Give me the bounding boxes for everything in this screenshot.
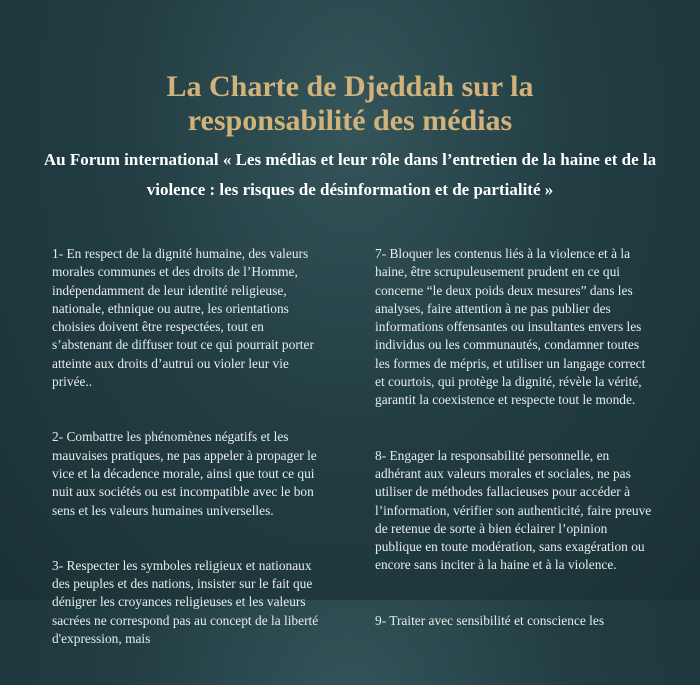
charter-item-2: 2- Combattre les phénomènes négatifs et les mauvaises pratiques, ne pas appeler à propager le vice et la décadence morale, ainsi que tout ce qui nuit aux sociétés ou est incompatible avec le bon sens et les valeurs humaines universelles. xyxy=(52,429,317,518)
title-line-2: responsabilité des médias xyxy=(187,104,513,137)
charter-item-3: 3- Respecter les symboles religieux et nationaux des peuples et des nations, insister sur le fait que dénigrer les croyances religieuses et les valeurs sacrées ne correspond pas au concept de la liberté d'expression, mais xyxy=(52,557,319,647)
page-title xyxy=(0,70,700,138)
charter-item-9: 9- Traiter avec sensibilité et conscience les xyxy=(375,612,605,628)
page-subtitle: Au Forum international « Les médias et leur rôle dans l’entretien de la haine et de la violence : les risques de désinformation et de partialité » xyxy=(43,150,657,199)
charter-item-1: 1- En respect de la dignité humaine, des valeurs morales communes et des droits de l’Homme, indépendamment de leur identité religieuse, nationale, ethnique ou autre, les orientations choisies doivent être respectées, tout en s’abstenant de diffuser tout ce qui pourrait porter atteinte aux droits d’autrui ou violer leur vie privée.. xyxy=(52,246,314,390)
left-column xyxy=(52,245,327,685)
title-line-1: La Charte de Djeddah sur la xyxy=(166,70,534,103)
charter-item-7: 7- Bloquer les contenus liés à la violence et à la haine, être scrupuleusement prudent en ce qui concerne “le deux poids deux mesures” dans les analyses, faire attention à ne pas publier des informations offensantes ou insultantes envers les individus ou les communautés, condamner toutes les formes de mépris, et utiliser un langage correct et courtois, qui protège la dignité, révèle la vérité, garantit la coexistence et respecte tout le monde. xyxy=(375,246,646,408)
right-column xyxy=(375,245,655,667)
charter-item-8: 8- Engager la responsabilité personnelle, en adhérant aux valeurs morales et sociales, ne pas utiliser de méthodes fallacieuses pour accéder à l’information, vérifier son authenticité, faire preuve de retenue de sorte à bien éclairer l’opinion publique en toute modération, sans exagération ou encore sans inciter à la haine et à la violence. xyxy=(375,447,652,573)
